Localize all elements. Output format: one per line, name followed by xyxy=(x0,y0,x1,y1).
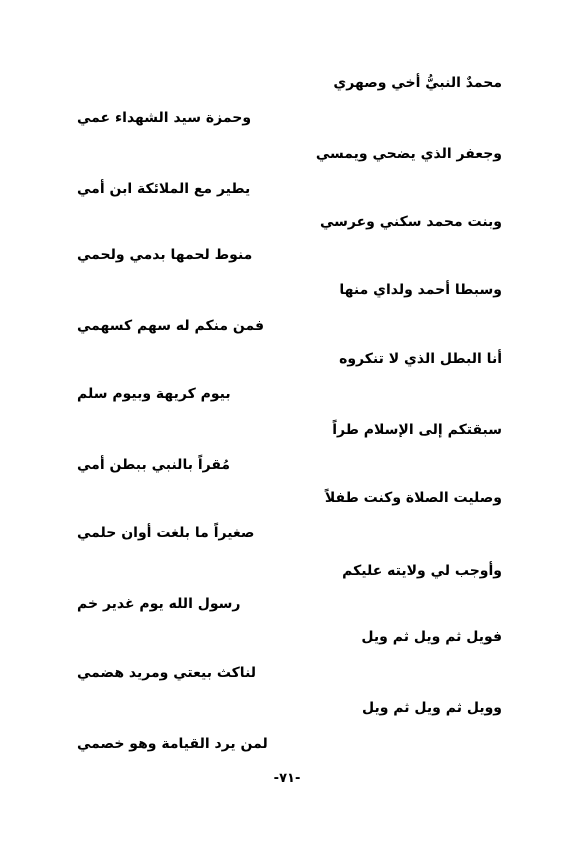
verse-line-14: صغيراً ما بلغت أوان حلمي xyxy=(77,525,255,541)
verse-line-6: منوط لحمها بدمي ولحمي xyxy=(77,247,253,263)
verse-line-20: لمن يرد القيامة وهو خصمي xyxy=(77,736,268,752)
verse-line-12: مُقراً بالنبي ببطن أمي xyxy=(77,457,231,473)
verse-line-7: وسبطا أحمد ولداي منها xyxy=(339,282,502,298)
verse-line-5: وبنت محمد سكني وعرسي xyxy=(319,214,502,230)
verse-line-4: يطير مع الملائكة ابن أمي xyxy=(77,181,251,197)
verse-line-3: وجعفر الذي يضحي ويمسي xyxy=(315,146,502,162)
verse-line-8: فمن منكم له سهم كسهمي xyxy=(77,318,265,334)
verse-line-15: وأوجب لي ولايته عليكم xyxy=(342,563,502,579)
verse-line-10: بيوم كريهة وبيوم سلم xyxy=(77,386,231,402)
page-number: -٧١- xyxy=(273,771,301,786)
verse-line-2: وحمزة سيد الشهداء عمي xyxy=(77,110,252,126)
verse-line-13: وصليت الصلاة وكنت طفلاً xyxy=(324,490,502,506)
verse-line-17: فويل ثم ويل ثم ويل xyxy=(361,629,502,645)
verse-line-18: لناكث بيعتي ومريد هضمي xyxy=(77,665,257,681)
verse-line-9: أنا البطل الذي لا تنكروه xyxy=(339,351,502,367)
verse-line-19: وويل ثم ويل ثم ويل xyxy=(361,700,502,716)
verse-line-1: محمدٌ النبيُّ أخي وصهري xyxy=(333,75,502,91)
verse-line-16: رسول الله يوم غدير خم xyxy=(77,596,241,612)
verse-line-11: سبقتكم إلى الإسلام طراً xyxy=(332,422,502,438)
